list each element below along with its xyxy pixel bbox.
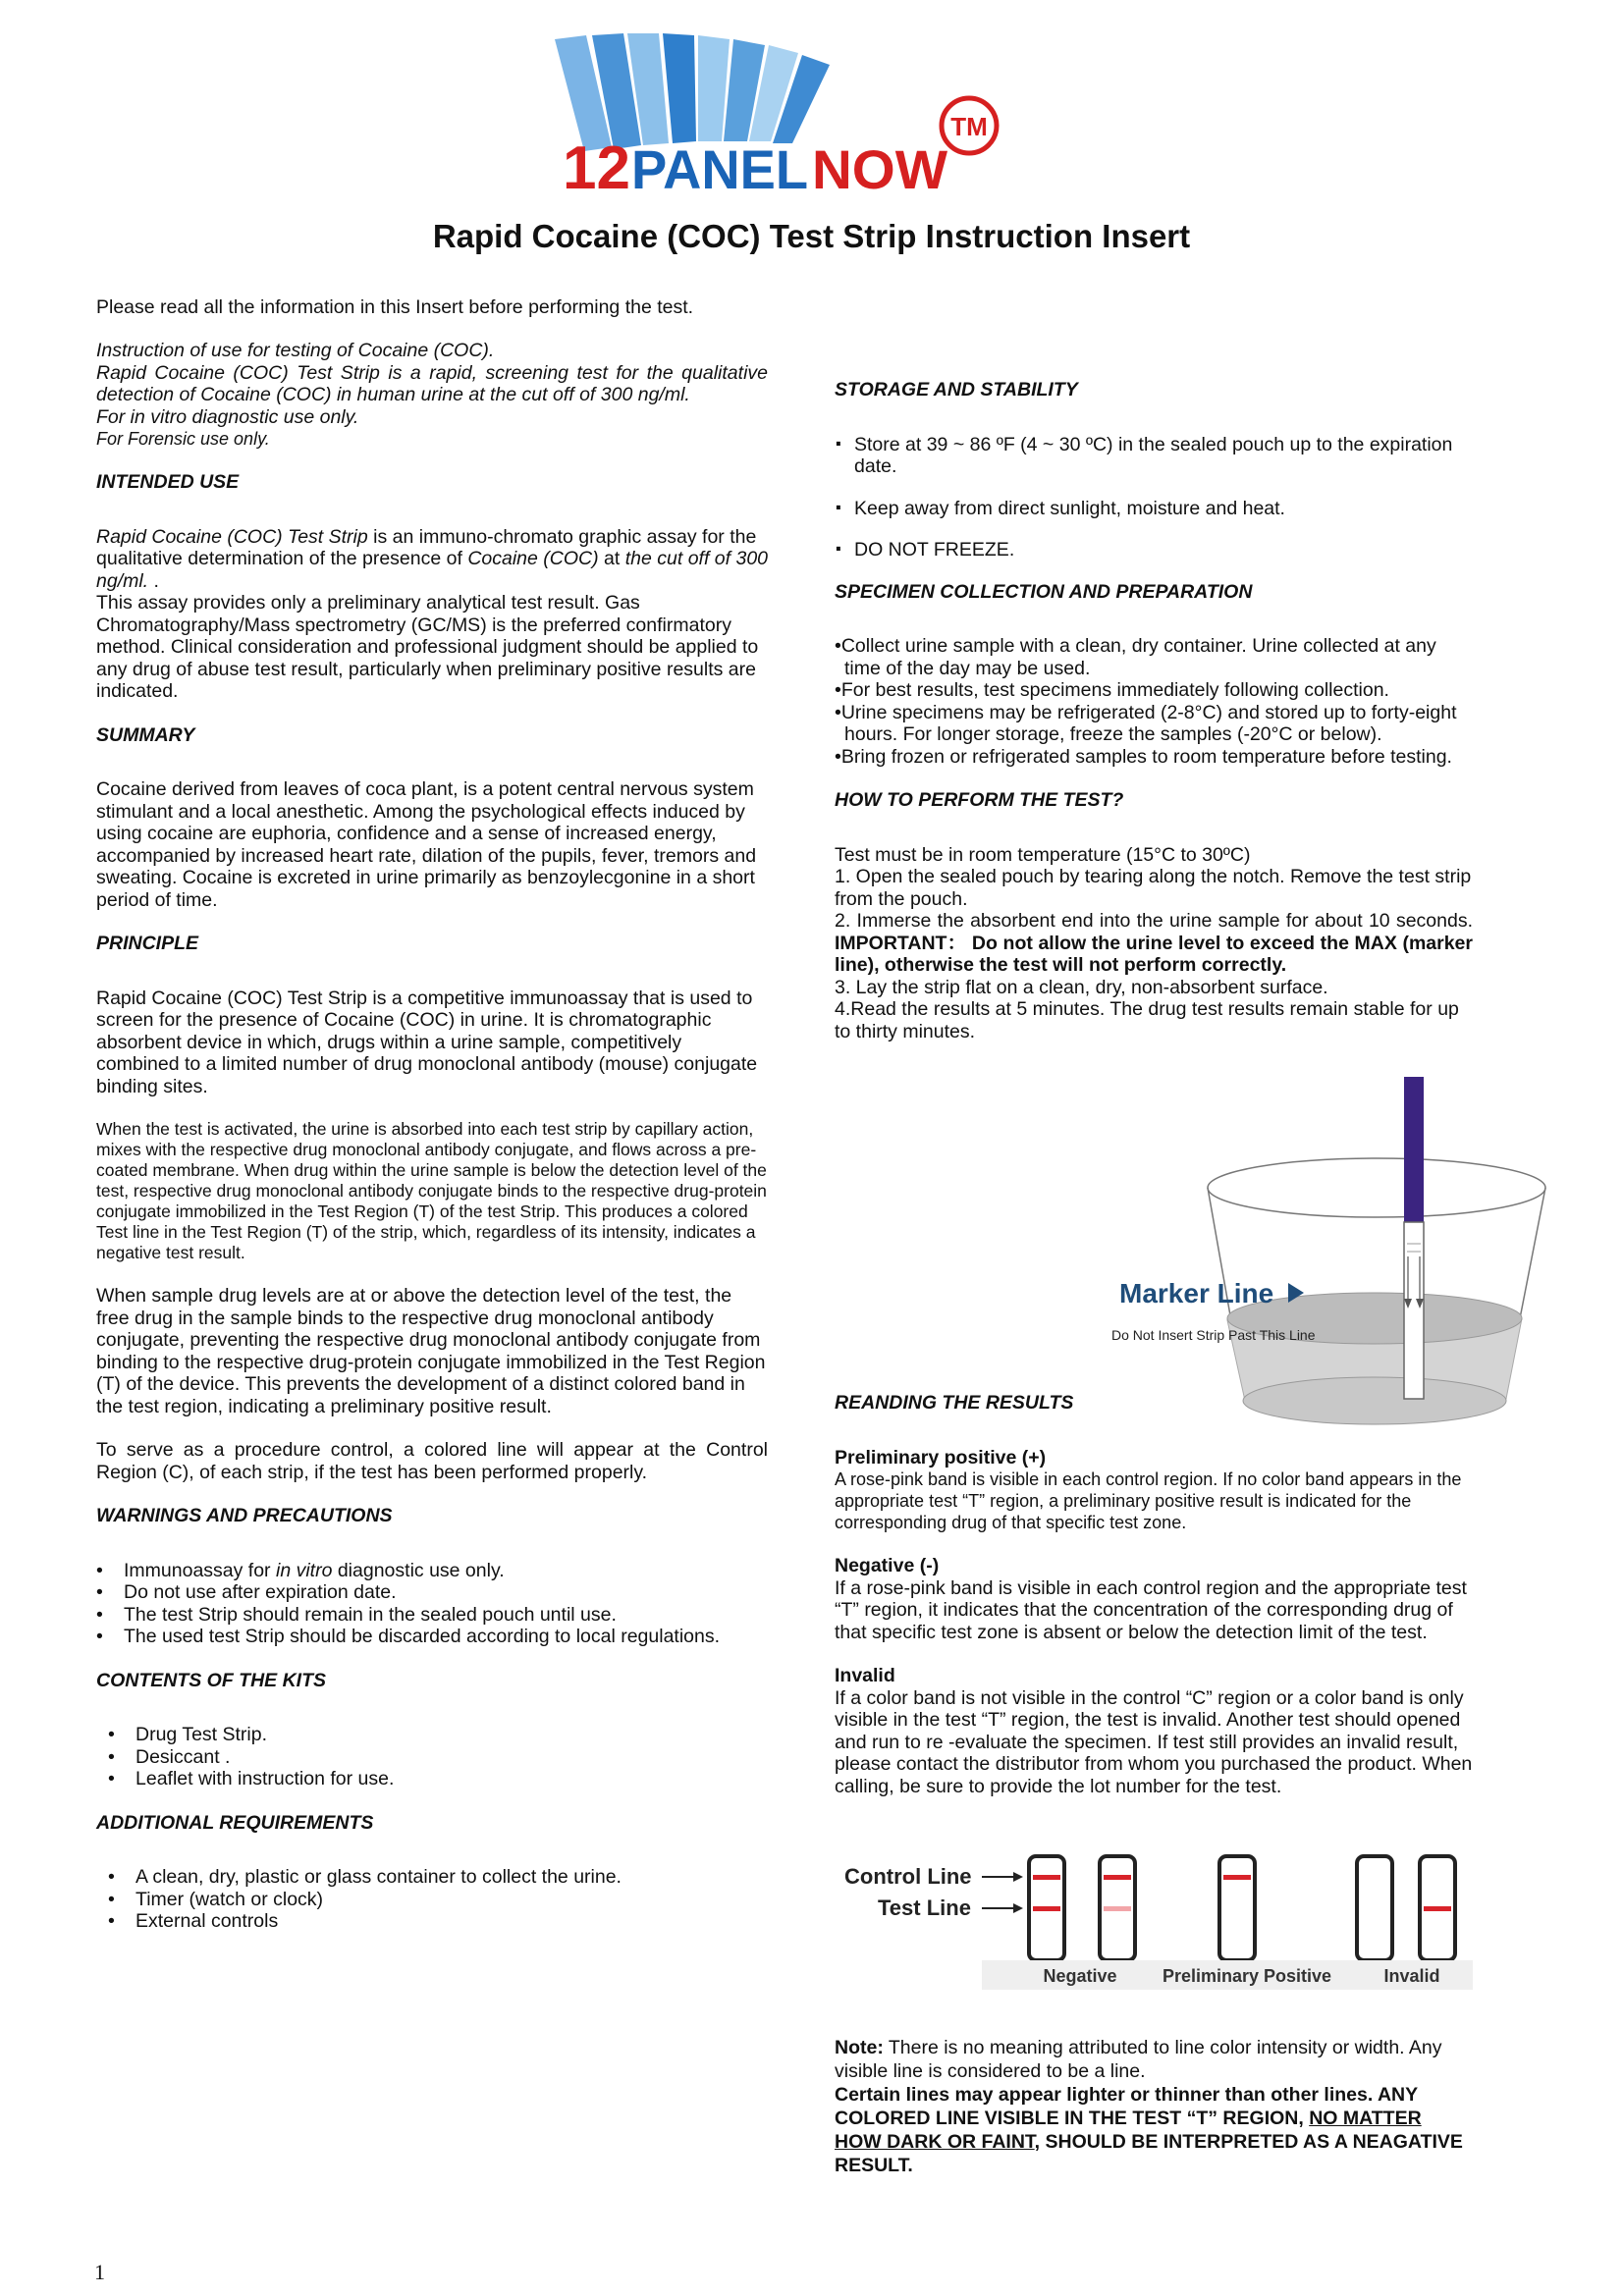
note-text: Note: There is no meaning attributed to line color intensity or width. Any visible line is considered to be a line. bbox=[835, 2037, 1442, 2082]
right-column bbox=[835, 379, 1473, 1042]
brand-logo bbox=[525, 29, 1016, 201]
how-to-step-3: 3. Lay the strip flat on a clean, dry, non-absorbent surface. bbox=[835, 976, 1328, 998]
intended-use-text: Rapid Cocaine (COC) Test Strip is an immuno-chromato graphic assay for the qualitative determination of the presence of Cocaine (COC) at the cut off of 300 ng/ml. . bbox=[96, 525, 769, 592]
principle-paragraph-1: Rapid Cocaine (COC) Test Strip is a competitive immunoassay that is used to screen for the presence of Cocaine (COC) in urine. It is chromatographic absorbent device in which, drugs within a urine sample, competitively combined to a limited number of drug monoclonal antibody (mouse) conjugate binding sites. bbox=[96, 987, 758, 1097]
list-item: • External controls bbox=[96, 1910, 768, 1933]
principle-paragraph-4: To serve as a procedure control, a colored line will appear at the Control Region (C), of each strip, if the test has been performed properly. bbox=[96, 1439, 768, 1483]
summary-heading: SUMMARY bbox=[96, 723, 195, 746]
intended-use-note: This assay provides only a preliminary analytical test result. Gas Chromatography/Mass spectrometry (GC/MS) is the preferred confirmatory method. Clinical consideration and professional judgment should be applied to any drug of abuse test result, particularly when preliminary positive results are indicated. bbox=[96, 592, 759, 702]
storage-heading: STORAGE AND STABILITY bbox=[835, 379, 1078, 400]
test-strip-purple bbox=[1404, 1077, 1424, 1222]
strip-invalid-2 bbox=[1420, 1856, 1455, 1960]
list-item: • Collect urine sample with a clean, dry container. Urine collected at any time of the day may be used. bbox=[835, 635, 1473, 679]
note-section bbox=[835, 2036, 1473, 2177]
marker-line-label: Marker Line bbox=[1119, 1278, 1274, 1308]
how-to-heading: HOW TO PERFORM THE TEST? bbox=[835, 789, 1124, 811]
control-line-label: Control Line bbox=[844, 1864, 972, 1889]
list-item: . Keep away from direct sunlight, moisture and heat. bbox=[835, 498, 1473, 520]
logo-strips-graphic bbox=[555, 33, 830, 151]
svg-text:TM: TM bbox=[950, 112, 988, 141]
left-column bbox=[96, 340, 768, 1933]
instruction-block bbox=[96, 340, 768, 428]
instruction-description: Rapid Cocaine (COC) Test Strip is a rapid, screening test for the qualitative detection of Cocaine (COC) in human urine at the cut off of 300 ng/ml. bbox=[96, 361, 768, 405]
strip-negative-2 bbox=[1100, 1856, 1135, 1960]
result-strips-diagram bbox=[835, 1850, 1483, 1993]
negative-heading: Negative (-) bbox=[835, 1555, 940, 1576]
negative-text: If a rose-pink band is visible in each control region and the appropriate test “T” region, it indicates that the concentration of the corresponding drug of that specific test zone is absent or below the detection limit of the test. bbox=[835, 1576, 1467, 1643]
warnings-heading: WARNINGS AND PRECAUTIONS bbox=[96, 1505, 393, 1526]
list-item: • A clean, dry, plastic or glass container to collect the urine. bbox=[96, 1866, 768, 1889]
strip-invalid-1 bbox=[1357, 1856, 1392, 1960]
test-line-label: Test Line bbox=[878, 1896, 971, 1920]
svg-text:NOW: NOW bbox=[812, 138, 948, 200]
how-to-temperature: Test must be in room temperature (15°C to 30ºC) bbox=[835, 843, 1251, 866]
negative-label: Negative bbox=[1043, 1966, 1117, 1986]
list-item: • Bring frozen or refrigerated samples to room temperature before testing. bbox=[835, 746, 1473, 769]
intro-text: Please read all the information in this Insert before performing the test. bbox=[96, 296, 694, 318]
strip-positive bbox=[1219, 1856, 1255, 1960]
list-item: • Drug Test Strip. bbox=[96, 1724, 768, 1746]
forensic-note: For Forensic use only. bbox=[96, 429, 270, 449]
principle-paragraph-3: When sample drug levels are at or above the detection level of the test, the free drug in the sample binds to the respective drug monoclonal antibody conjugate, preventing the respective drug monoclonal antibody conjugate from binding to the respective drug-protein conjugate immobilized in the Test Region (T) of the device. This prevents the development of a distinct colored band in the test region, indicating a preliminary positive result. bbox=[96, 1285, 766, 1417]
intended-use-heading: INTENDED USE bbox=[96, 471, 240, 493]
positive-heading: Preliminary positive (+) bbox=[835, 1446, 1047, 1468]
invalid-label: Invalid bbox=[1383, 1966, 1440, 1986]
additional-requirements-heading: ADDITIONAL REQUIREMENTS bbox=[96, 1811, 374, 1834]
list-item: . Store at 39 ~ 86 ºF (4 ~ 30 ºC) in the sealed pouch up to the expiration date. bbox=[835, 434, 1473, 478]
note-warning: Certain lines may appear lighter or thinner than other lines. ANY COLORED LINE VISIBLE IN THE TEST “T” REGION, NO MATTER HOW DARK OR FAINT, SHOULD BE INTERPRETED AS A NEAGATIVE RESULT. bbox=[835, 2084, 1463, 2176]
specimen-heading: SPECIMEN COLLECTION AND PREPARATION bbox=[835, 580, 1253, 603]
invalid-heading: Invalid bbox=[835, 1665, 895, 1686]
summary-text: Cocaine derived from leaves of coca plant, is a potent central nervous system stimulant and a local anesthetic. Among the psychological effects induced by using cocaine are euphoria, confidence and a sense of increased energy, accompanied by increased heart rate, dilation of the pupils, fever, tremors and sweating. Cocaine is excreted in urine primarily as benzoylecgonine in a short period of time. bbox=[96, 778, 757, 911]
principle-paragraph-2: When the test is activated, the urine is absorbed into each test strip by capillary action, mixes with the respective drug monoclonal antibody conjugate, and flows across a pre-coated membrane. When drug within the urine sample is below the detection level of the test, respective drug monoclonal antibody conjugate binds to the respective drug-protein conjugate immobilized in the Test Region (T) of the test Strip. This produces a colored Test line in the Test Region (T) of the strip, which, regardless of its intensity, indicates a negative test result. bbox=[96, 1119, 767, 1262]
additional-requirements-list bbox=[96, 1866, 768, 1933]
list-item: • Do not use after expiration date. bbox=[96, 1581, 768, 1604]
list-item: • Immunoassay for in vitro diagnostic use only. bbox=[96, 1560, 768, 1582]
reading-results-heading: REANDING THE RESULTS bbox=[835, 1392, 1074, 1414]
instruction-line: Instruction of use for testing of Cocaine (COC). bbox=[96, 340, 495, 361]
svg-text:PANEL: PANEL bbox=[631, 138, 808, 200]
list-item: • Timer (watch or clock) bbox=[96, 1889, 768, 1911]
principle-heading: PRINCIPLE bbox=[96, 933, 199, 954]
list-item: • For best results, test specimens immediately following collection. bbox=[835, 679, 1473, 702]
list-item: . DO NOT FREEZE. bbox=[835, 539, 1473, 561]
specimen-list bbox=[835, 635, 1473, 768]
positive-label: Preliminary Positive bbox=[1162, 1966, 1332, 1986]
contents-heading: CONTENTS OF THE KITS bbox=[96, 1669, 326, 1691]
diagnostic-use-note: For in vitro diagnostic use only. bbox=[96, 405, 359, 428]
svg-text:12: 12 bbox=[563, 134, 630, 201]
document-title: Rapid Cocaine (COC) Test Strip Instruction Insert bbox=[432, 218, 1191, 254]
how-to-step-1: 1. Open the sealed pouch by tearing along the notch. Remove the test strip from the pouch. bbox=[835, 866, 1472, 910]
how-to-step-2: 2. Immerse the absorbent end into the urine sample for about 10 seconds. IMPORTANT： Do not allow the urine level to exceed the MAX (marker line), otherwise the test will not perform correctly. bbox=[835, 910, 1473, 976]
test-strip-body bbox=[1404, 1222, 1424, 1399]
page-number: 1 bbox=[94, 2260, 105, 2284]
list-item: • Leaflet with instruction for use. bbox=[96, 1768, 768, 1790]
how-to-step-4: 4.Read the results at 5 minutes. The drug test results remain stable for up to thirty minutes. bbox=[835, 998, 1459, 1042]
storage-list bbox=[835, 434, 1473, 561]
contents-list bbox=[96, 1724, 768, 1790]
list-item: • Urine specimens may be refrigerated (2-8°C) and stored up to forty-eight hours. For longer storage, freeze the samples (-20°C or below). bbox=[835, 702, 1473, 746]
warnings-list bbox=[96, 1560, 768, 1648]
results-section bbox=[835, 1392, 1473, 1797]
list-item: • The used test Strip should be discarded according to local regulations. bbox=[96, 1626, 768, 1648]
positive-text: A rose-pink band is visible in each control region. If no color band appears in the appropriate test “T” region, a preliminary positive result is indicated for the corresponding drug of that specific test zone. bbox=[835, 1469, 1462, 1532]
invalid-text: If a color band is not visible in the control “C” region or a color band is only visible in the test “T” region, the test is invalid. Another test should opened and run to re -evaluate the specimen. If test still provides an invalid result, please contact the distributor from whom you purchased the product. When calling, be sure to provide the lot number for the test. bbox=[835, 1686, 1473, 1797]
list-item: • The test Strip should remain in the sealed pouch until use. bbox=[96, 1604, 768, 1627]
list-item: • Desiccant . bbox=[96, 1746, 768, 1769]
marker-line-note: Do Not Insert Strip Past This Line bbox=[1111, 1327, 1316, 1343]
strip-negative-1 bbox=[1029, 1856, 1064, 1960]
